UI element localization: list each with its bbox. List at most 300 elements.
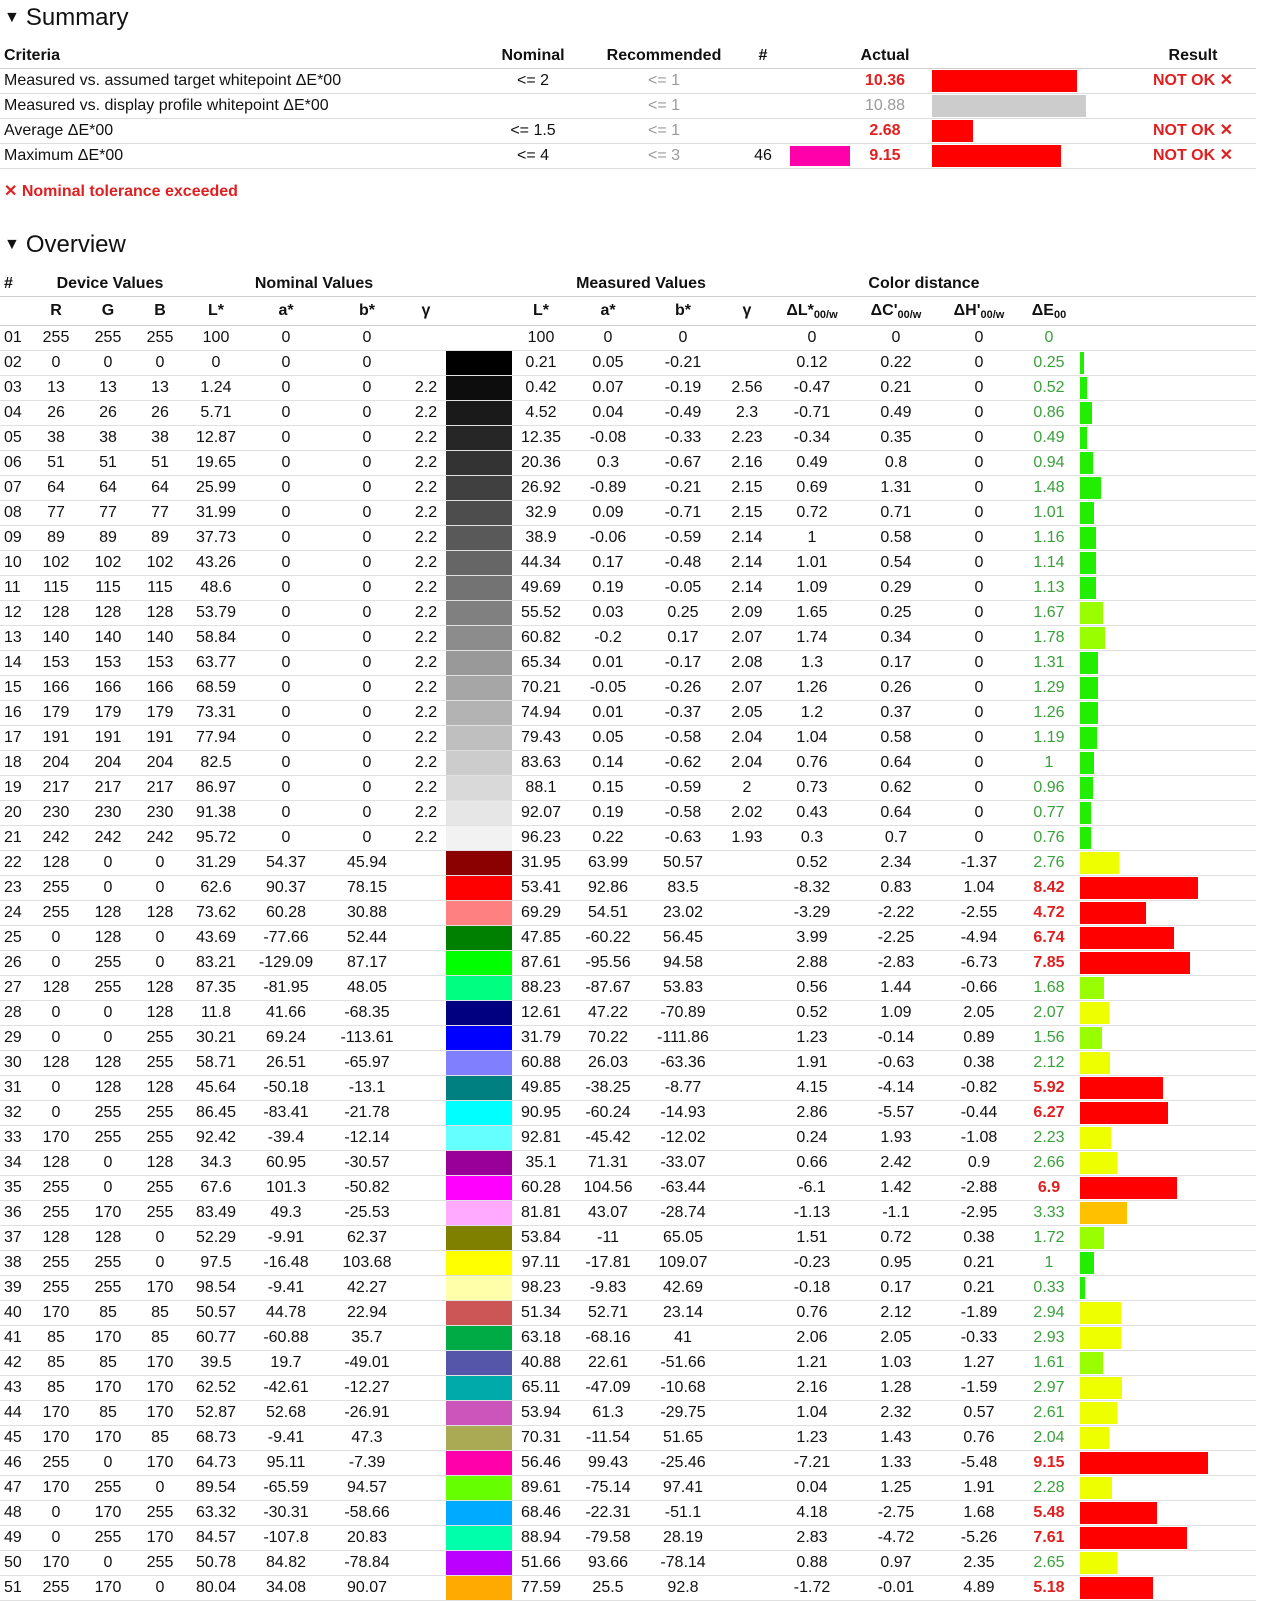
nominal-b: 0 — [362, 779, 372, 796]
nominal-gamma — [406, 1051, 446, 1075]
delta-h: 0.57 — [963, 1404, 995, 1421]
delta-h: 0 — [974, 704, 984, 721]
actual-value: 10.36 — [864, 72, 906, 89]
delta-e: 0.49 — [1033, 429, 1065, 446]
nominal-l: 50.78 — [195, 1554, 237, 1571]
color-swatch — [446, 776, 512, 800]
patch-number: 50 — [4, 1554, 22, 1571]
nominal-a: 60.28 — [265, 904, 307, 921]
overview-title-text: Overview — [25, 231, 126, 258]
collapse-triangle-icon[interactable]: ▼ — [4, 236, 20, 253]
nominal-gamma — [406, 876, 446, 900]
color-swatch — [446, 801, 512, 825]
nominal-b: -25.53 — [344, 1204, 390, 1221]
nominal-gamma: 2.2 — [414, 404, 438, 421]
delta-h: 0 — [974, 579, 984, 596]
delta-c: 0.35 — [880, 429, 912, 446]
measured-gamma: 2.02 — [731, 804, 763, 821]
delta-h: 1.68 — [963, 1504, 995, 1521]
nominal-a: -9.91 — [267, 1229, 305, 1246]
nominal-a: 0 — [281, 729, 291, 746]
delta-h: -0.33 — [960, 1329, 998, 1346]
nominal-b: 0 — [362, 804, 372, 821]
patch-number: 17 — [4, 729, 22, 746]
delta-h: -0.44 — [960, 1104, 998, 1121]
header-delta-c-sub: 00/w — [897, 309, 922, 321]
nominal-b: -113.61 — [340, 1029, 394, 1046]
measured-gamma — [722, 1301, 772, 1325]
nominal-gamma — [406, 1326, 446, 1350]
delta-h: 0.9 — [967, 1154, 991, 1171]
delta-l: 4.15 — [796, 1079, 828, 1096]
nominal-a: 19.7 — [270, 1354, 302, 1371]
delta-e: 1.48 — [1033, 479, 1065, 496]
delta-l: 2.83 — [796, 1529, 828, 1546]
nominal-gamma: 2.2 — [414, 429, 438, 446]
table-row — [0, 551, 1256, 576]
table-row — [0, 626, 1256, 651]
delta-c: 0.83 — [880, 879, 912, 896]
nominal-gamma: 2.2 — [414, 629, 438, 646]
delta-l: -3.29 — [793, 904, 831, 921]
color-swatch — [446, 626, 512, 650]
measured-b: -0.58 — [664, 729, 702, 746]
device-b: 255 — [146, 1204, 174, 1221]
device-b: 255 — [146, 1179, 174, 1196]
device-b: 255 — [146, 1504, 174, 1521]
delta-e-bar — [1080, 1152, 1117, 1174]
nominal-a: -9.41 — [267, 1429, 305, 1446]
header-delta-h-sub: 00/w — [980, 309, 1005, 321]
patch-number: 15 — [4, 679, 22, 696]
header-delta-c — [856, 297, 936, 325]
measured-a: 0.03 — [592, 604, 624, 621]
measured-gamma — [722, 1426, 772, 1450]
delta-h: -5.26 — [960, 1529, 998, 1546]
nominal-a: -81.95 — [263, 979, 309, 996]
delta-l: 1.2 — [800, 704, 824, 721]
nominal-b: 0 — [362, 554, 372, 571]
measured-a: 0.14 — [592, 754, 624, 771]
device-b: 255 — [146, 329, 174, 346]
measured-a: 25.5 — [592, 1579, 624, 1596]
delta-e-bar — [1080, 752, 1094, 774]
patch-number: 49 — [4, 1529, 22, 1546]
measured-l: 12.61 — [520, 1004, 562, 1021]
measured-l: 70.21 — [520, 679, 562, 696]
overview-section-title[interactable] — [4, 229, 126, 261]
summary-section-title[interactable] — [4, 2, 129, 34]
measured-b: -0.33 — [664, 429, 702, 446]
color-swatch — [446, 1051, 512, 1075]
nominal-l: 52.29 — [195, 1229, 237, 1246]
delta-c: -2.25 — [877, 929, 915, 946]
header-delta-h-main: ΔH' — [953, 302, 981, 319]
measured-a: 0.04 — [592, 404, 624, 421]
device-g: 0 — [103, 879, 113, 896]
delta-e-bar — [1080, 577, 1096, 599]
table-row — [0, 476, 1256, 501]
nominal-gamma: 2.2 — [414, 829, 438, 846]
patch-number: 29 — [4, 1029, 22, 1046]
delta-l: 1.01 — [796, 554, 828, 571]
delta-h: 0 — [974, 354, 984, 371]
nominal-a: -42.61 — [263, 1379, 309, 1396]
delta-c: -0.63 — [877, 1054, 915, 1071]
nominal-l: 37.73 — [195, 529, 237, 546]
delta-e-bar — [1080, 977, 1104, 999]
delta-h: 0 — [974, 529, 984, 546]
nominal-a: -129.09 — [258, 954, 314, 971]
color-swatch — [446, 1526, 512, 1550]
device-b: 85 — [151, 1429, 169, 1446]
nominal-value: <= 2 — [516, 72, 550, 89]
summary-row — [0, 144, 1256, 169]
nominal-b: 0 — [362, 654, 372, 671]
measured-l: 98.23 — [520, 1279, 562, 1296]
nominal-l: 1.24 — [200, 379, 232, 396]
delta-l: 0.56 — [796, 979, 828, 996]
table-row — [0, 426, 1256, 451]
nominal-a: 84.82 — [265, 1554, 307, 1571]
delta-l: 1.04 — [796, 729, 828, 746]
device-g: 128 — [94, 1054, 122, 1071]
delta-e-bar — [1080, 477, 1101, 499]
measured-gamma: 2.04 — [731, 754, 763, 771]
overview-column-header-row — [0, 297, 1256, 326]
device-g: 153 — [94, 654, 122, 671]
delta-e-bar — [1080, 1277, 1085, 1299]
nominal-l: 86.97 — [195, 779, 237, 796]
device-g: 170 — [94, 1429, 122, 1446]
device-r: 26 — [47, 404, 65, 421]
color-swatch — [446, 1326, 512, 1350]
delta-e-bar — [1080, 1402, 1117, 1424]
delta-e-bar — [1080, 727, 1097, 749]
device-g: 140 — [94, 629, 122, 646]
delta-e-bar — [1080, 952, 1190, 974]
device-b: 128 — [146, 604, 174, 621]
delta-h: 0 — [974, 654, 984, 671]
delta-e: 5.18 — [1033, 1579, 1065, 1596]
measured-a: 43.07 — [587, 1204, 629, 1221]
measured-a: -11 — [597, 1229, 619, 1246]
color-swatch — [446, 1026, 512, 1050]
color-swatch — [446, 601, 512, 625]
delta-h: -1.37 — [960, 854, 998, 871]
measured-a: 0.19 — [592, 804, 624, 821]
device-b: 0 — [155, 954, 165, 971]
measured-gamma — [722, 1351, 772, 1375]
delta-l: 0.69 — [796, 479, 828, 496]
header-delta-e-main: ΔE — [1031, 302, 1054, 319]
measured-l: 56.46 — [520, 1454, 562, 1471]
color-swatch — [446, 826, 512, 850]
delta-e: 9.15 — [1033, 1454, 1065, 1471]
device-r: 128 — [42, 604, 70, 621]
delta-h: 0 — [974, 404, 984, 421]
delta-h: -1.08 — [960, 1129, 998, 1146]
nominal-l: 64.73 — [195, 1454, 237, 1471]
delta-c: 1.42 — [880, 1179, 912, 1196]
measured-a: 63.99 — [587, 854, 629, 871]
nominal-b: 87.17 — [346, 954, 388, 971]
device-b: 255 — [146, 1029, 174, 1046]
device-g: 191 — [94, 729, 122, 746]
delta-c: 0.25 — [880, 604, 912, 621]
patch-number: 48 — [4, 1504, 22, 1521]
nominal-gamma — [406, 326, 446, 350]
delta-e-bar — [1080, 1577, 1153, 1599]
device-g: 0 — [103, 1004, 113, 1021]
nominal-l: 73.31 — [195, 704, 237, 721]
device-r: 255 — [42, 879, 70, 896]
nominal-l: 62.6 — [200, 879, 232, 896]
nominal-l: 11.8 — [201, 1004, 231, 1021]
delta-c: 0.29 — [880, 579, 912, 596]
delta-e-bar — [1080, 1127, 1111, 1149]
table-row — [0, 1026, 1256, 1051]
table-row — [0, 751, 1256, 776]
measured-l: 44.34 — [520, 554, 562, 571]
delta-l: -0.34 — [793, 429, 831, 446]
device-r: 51 — [47, 454, 65, 471]
color-swatch — [446, 326, 512, 350]
device-r: 0 — [51, 1004, 61, 1021]
measured-gamma: 2.15 — [731, 504, 763, 521]
measured-l: 83.63 — [520, 754, 562, 771]
device-g: 0 — [103, 354, 113, 371]
delta-e: 2.97 — [1033, 1379, 1065, 1396]
measured-b: 92.8 — [667, 1579, 699, 1596]
device-b: 0 — [155, 354, 165, 371]
measured-b: 97.41 — [662, 1479, 704, 1496]
delta-e-bar — [1080, 1102, 1168, 1124]
delta-l: 2.06 — [796, 1329, 828, 1346]
measured-b: -70.89 — [660, 1004, 706, 1021]
device-g: 0 — [103, 1454, 113, 1471]
delta-c: 0 — [891, 329, 901, 346]
delta-e-bar — [1080, 602, 1103, 624]
header-nominal: Nominal — [501, 47, 565, 64]
color-swatch — [446, 751, 512, 775]
measured-gamma: 1.93 — [731, 829, 763, 846]
delta-e: 1.26 — [1033, 704, 1065, 721]
result-status: NOT OK ✕ — [1152, 72, 1234, 89]
nominal-a: 0 — [281, 604, 291, 621]
nominal-b: 90.07 — [346, 1579, 388, 1596]
result-status — [1128, 94, 1258, 118]
measured-l: 51.66 — [520, 1554, 562, 1571]
nominal-gamma — [406, 1401, 446, 1425]
nominal-b: -21.78 — [344, 1104, 390, 1121]
nominal-a: -9.41 — [267, 1279, 305, 1296]
table-row — [0, 851, 1256, 876]
color-swatch — [446, 1176, 512, 1200]
nominal-a: 0 — [281, 354, 291, 371]
delta-e: 0.96 — [1033, 779, 1065, 796]
nominal-a: -50.18 — [263, 1079, 309, 1096]
measured-b: -63.44 — [660, 1179, 706, 1196]
table-row — [0, 1376, 1256, 1401]
measured-gamma: 2.14 — [731, 529, 763, 546]
header-criteria: Criteria — [4, 47, 61, 64]
measured-l: 88.1 — [525, 779, 557, 796]
nominal-b: 42.27 — [346, 1279, 388, 1296]
measured-gamma: 2.08 — [731, 654, 763, 671]
table-row — [0, 526, 1256, 551]
delta-c: -4.72 — [877, 1529, 915, 1546]
measured-l: 65.34 — [520, 654, 562, 671]
measured-a: -0.89 — [589, 479, 627, 496]
nominal-gamma — [406, 1526, 446, 1550]
measured-a: 0.3 — [596, 454, 620, 471]
device-b: 38 — [151, 429, 169, 446]
actual-value: 10.88 — [864, 97, 906, 114]
device-b: 255 — [146, 1129, 174, 1146]
measured-l: 38.9 — [525, 529, 557, 546]
nominal-gamma: 2.2 — [414, 654, 438, 671]
nominal-a: -65.59 — [263, 1479, 309, 1496]
nominal-b: 0 — [362, 579, 372, 596]
measured-l: 60.88 — [520, 1054, 562, 1071]
measured-b: -0.48 — [664, 554, 702, 571]
delta-e: 1.19 — [1033, 729, 1065, 746]
table-row — [0, 726, 1256, 751]
measured-l: 77.59 — [520, 1579, 562, 1596]
device-r: 170 — [42, 1554, 70, 1571]
color-swatch — [446, 576, 512, 600]
measured-b: -10.68 — [660, 1379, 706, 1396]
nominal-a: 0 — [281, 779, 291, 796]
measured-b: -28.74 — [660, 1204, 706, 1221]
measured-l: 92.07 — [520, 804, 562, 821]
header-delta-c-main: ΔC' — [870, 302, 898, 319]
nominal-a: 0 — [281, 404, 291, 421]
delta-e: 0.86 — [1033, 404, 1065, 421]
delta-h: 0 — [974, 504, 984, 521]
collapse-triangle-icon[interactable]: ▼ — [4, 9, 20, 26]
device-g: 128 — [94, 1079, 122, 1096]
delta-c: 0.34 — [880, 629, 912, 646]
delta-e-bar — [1080, 1002, 1109, 1024]
delta-e-bar — [1080, 377, 1087, 399]
delta-l: 2.88 — [796, 954, 828, 971]
measured-l: 0.42 — [525, 379, 557, 396]
nominal-gamma — [406, 1176, 446, 1200]
measured-gamma — [722, 351, 772, 375]
color-swatch — [446, 951, 512, 975]
measured-gamma: 2.3 — [735, 404, 759, 421]
measured-gamma: 2.07 — [731, 629, 763, 646]
table-row — [0, 776, 1256, 801]
measured-gamma — [722, 1026, 772, 1050]
delta-h: -5.48 — [960, 1454, 998, 1471]
measured-l: 20.36 — [520, 454, 562, 471]
device-r: 0 — [51, 1079, 61, 1096]
measured-gamma — [722, 1051, 772, 1075]
measured-gamma — [722, 951, 772, 975]
nominal-gamma: 2.2 — [414, 554, 438, 571]
delta-l: 1.04 — [796, 1404, 828, 1421]
nominal-a: 0 — [281, 654, 291, 671]
delta-c: 0.58 — [880, 529, 912, 546]
measured-a: 22.61 — [587, 1354, 629, 1371]
nominal-a: 0 — [281, 704, 291, 721]
measured-b: -0.37 — [664, 704, 702, 721]
table-row — [0, 1426, 1256, 1451]
color-swatch — [446, 1001, 512, 1025]
delta-h: 0 — [974, 329, 984, 346]
nominal-b: 35.7 — [351, 1329, 383, 1346]
recommended-value: <= 1 — [647, 122, 681, 139]
device-b: 0 — [155, 929, 165, 946]
delta-e-bar — [1080, 777, 1093, 799]
nominal-l: 100 — [202, 329, 230, 346]
measured-a: 0.22 — [592, 829, 624, 846]
device-b: 128 — [146, 1079, 174, 1096]
measured-l: 79.43 — [520, 729, 562, 746]
measured-gamma: 2.05 — [731, 704, 763, 721]
delta-e: 7.61 — [1033, 1529, 1065, 1546]
nominal-l: 45.64 — [195, 1079, 237, 1096]
criteria-label: Maximum ΔE*00 — [4, 147, 124, 164]
nominal-b: 0 — [362, 429, 372, 446]
color-swatch — [446, 1301, 512, 1325]
patch-number: 38 — [4, 1254, 22, 1271]
device-b: 26 — [151, 404, 169, 421]
summary-row — [0, 69, 1256, 94]
device-b: 204 — [146, 754, 174, 771]
nominal-a: 0 — [281, 679, 291, 696]
nominal-gamma — [406, 1151, 446, 1175]
patch-number: 46 — [4, 1454, 22, 1471]
header-measured-l: L* — [533, 302, 549, 319]
nominal-a: 60.95 — [265, 1154, 307, 1171]
device-g: 255 — [94, 979, 122, 996]
table-row — [0, 1251, 1256, 1276]
nominal-value: <= 4 — [516, 147, 550, 164]
delta-l: 0.43 — [796, 804, 828, 821]
header-actual: Actual — [860, 47, 910, 64]
measured-a: 0.15 — [592, 779, 624, 796]
delta-e-bar — [1080, 1252, 1094, 1274]
measured-a: 99.43 — [587, 1454, 629, 1471]
delta-l: 0.49 — [796, 454, 828, 471]
delta-e-bar — [1080, 527, 1096, 549]
delta-l: 2.86 — [796, 1104, 828, 1121]
device-b: 140 — [146, 629, 174, 646]
delta-e-bar — [1080, 427, 1087, 449]
device-g: 64 — [99, 479, 117, 496]
nominal-l: 95.72 — [195, 829, 237, 846]
device-b: 128 — [146, 1154, 174, 1171]
nominal-a: -39.4 — [267, 1129, 305, 1146]
nominal-a: 0 — [281, 379, 291, 396]
patch-number: 25 — [4, 929, 22, 946]
delta-c: 0.22 — [880, 354, 912, 371]
patch-number: 13 — [4, 629, 22, 646]
device-r: 170 — [42, 1479, 70, 1496]
delta-h: 0.38 — [963, 1229, 995, 1246]
device-r: 255 — [42, 1454, 70, 1471]
delta-e: 4.72 — [1033, 904, 1065, 921]
device-g: 0 — [103, 1029, 113, 1046]
delta-e-bar — [1080, 1477, 1112, 1499]
delta-e-bar — [1080, 802, 1091, 824]
patch-number: 14 — [4, 654, 22, 671]
table-row — [0, 401, 1256, 426]
